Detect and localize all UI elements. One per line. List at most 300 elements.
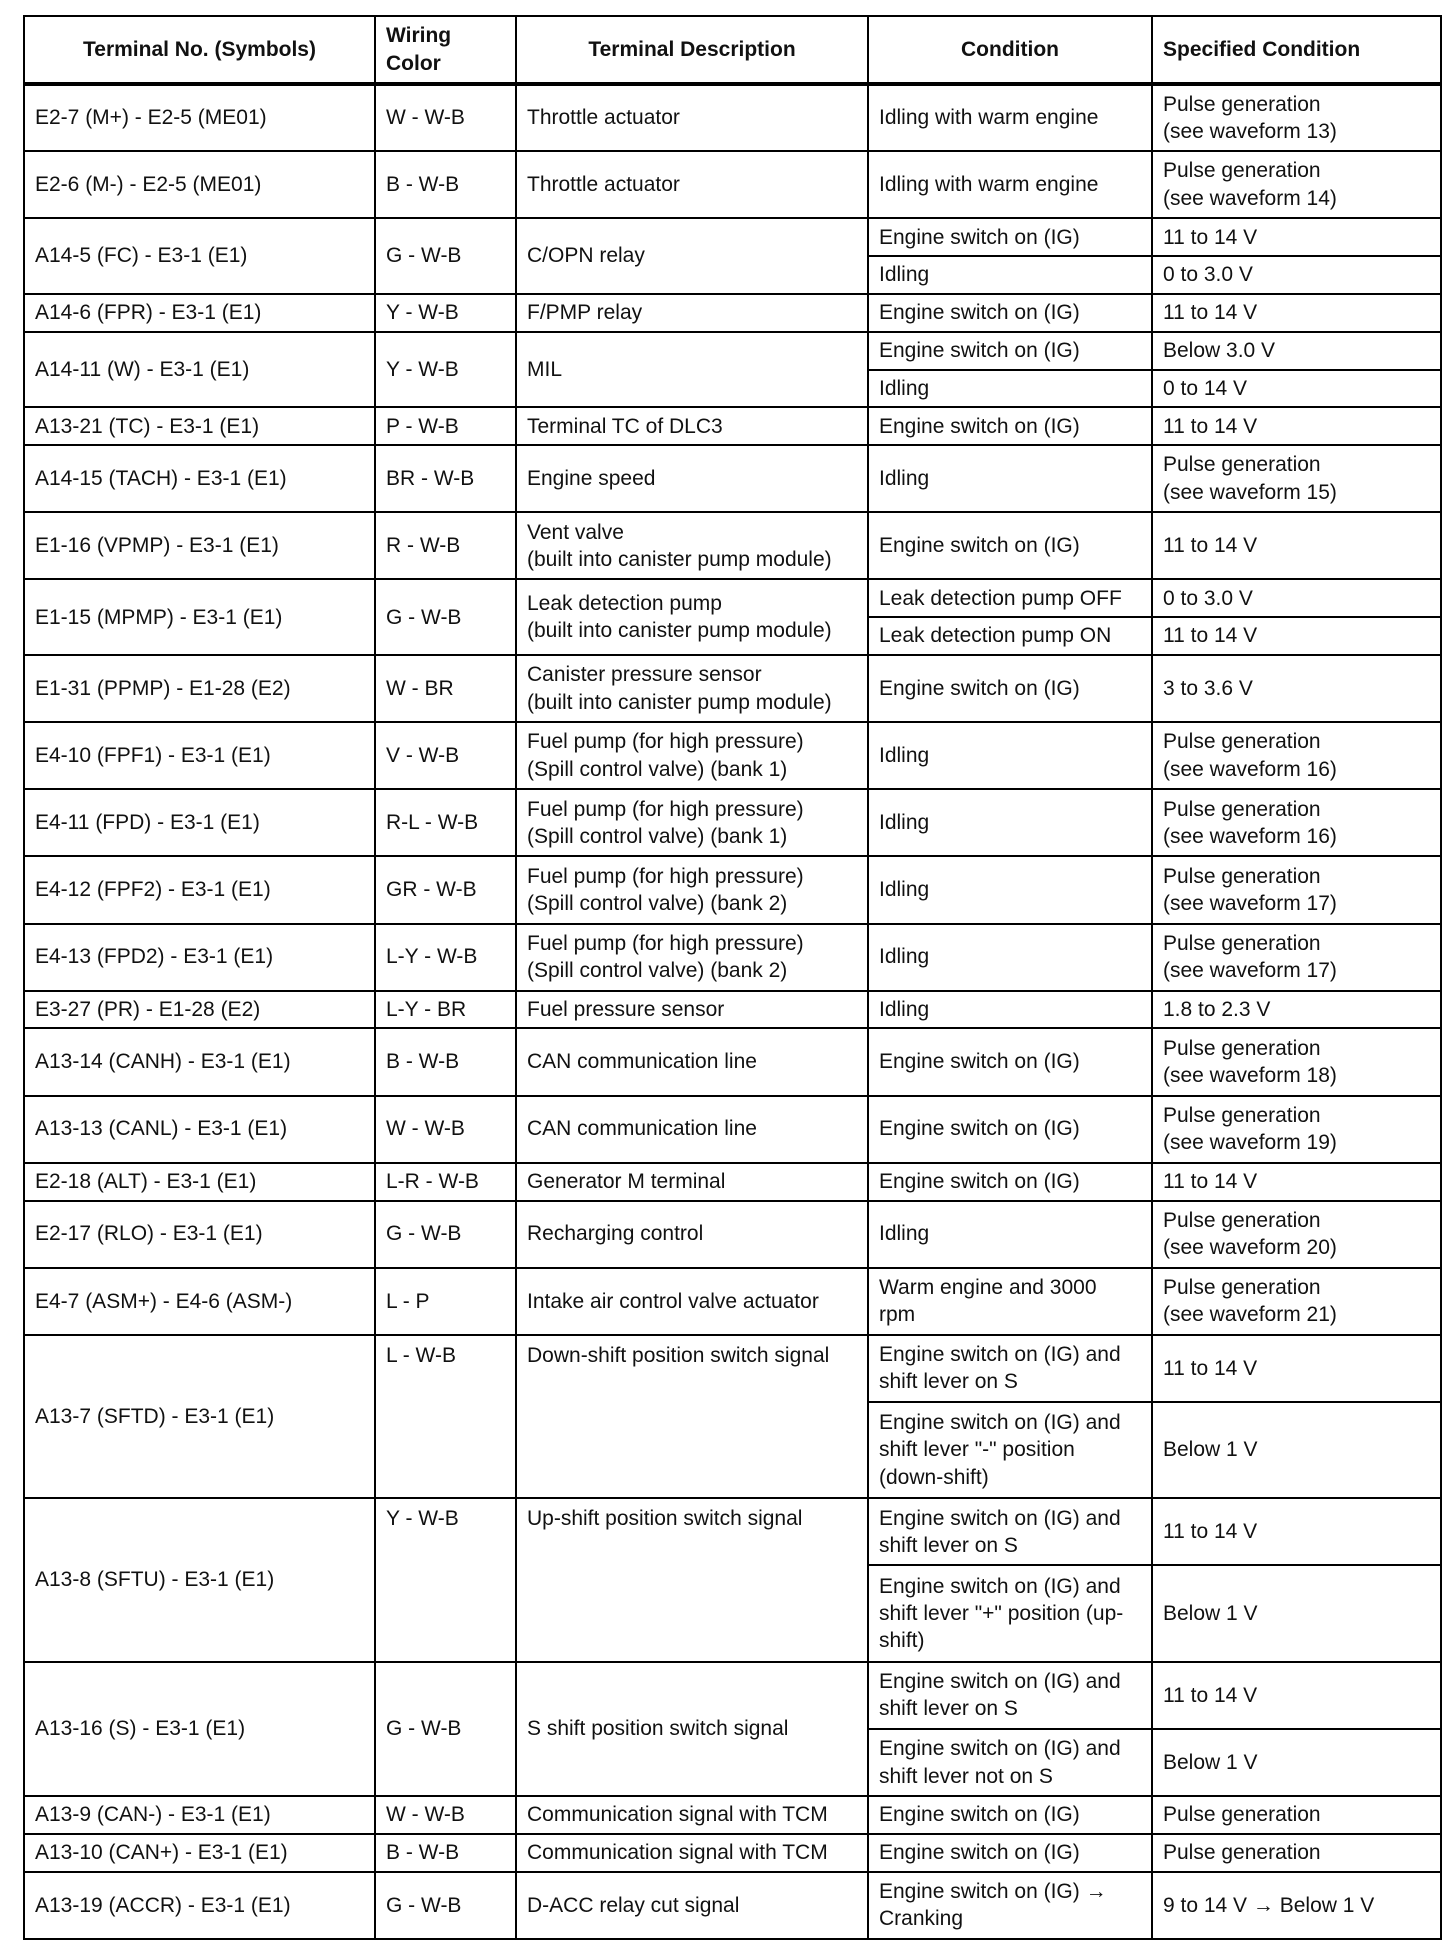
specified-condition-cell-text: 11 to 14 V [1163,1520,1258,1544]
specified-condition-cell-text: Below 1 V [1163,1438,1258,1462]
wiring-color-cell-text: L - W-B [386,1343,457,1367]
wiring-color-cell [375,1335,516,1499]
header-row [24,16,1441,84]
wiring-color-cell [375,1201,516,1268]
specified-condition-cell [1152,1729,1441,1796]
condition-cell-text: Engine switch on (IG) [879,1169,1080,1193]
condition-cell-text: Idling with warm engine [879,106,1099,130]
wiring-color-cell [375,1096,516,1163]
description-cell-text: Communication signal with TCM [527,1841,828,1865]
terminal-cell [24,1268,375,1335]
wiring-color-cell-text: G - W-B [386,244,462,268]
description-cell [516,655,868,722]
terminal-cell-text: A14-11 (W) - E3-1 (E1) [35,357,250,381]
terminal-cell [24,1498,375,1662]
specified-condition-cell-text: Pulse generation [1163,1803,1321,1827]
terminal-cell-text: A13-7 (SFTD) - E3-1 (E1) [35,1404,275,1428]
description-cell-text: F/PMP relay [527,301,643,325]
specified-condition-cell [1152,617,1441,655]
specified-condition-cell-text: Pulse generation (see waveform 13) [1163,92,1337,144]
header-terminal: Terminal No. (Symbols) [24,16,375,84]
terminal-cell-text: E1-31 (PPMP) - E1-28 (E2) [35,676,291,700]
wiring-color-cell-text: B - W-B [386,1050,460,1074]
wiring-color-cell [375,722,516,789]
terminal-cell [24,722,375,789]
condition-cell-text: Engine switch on (IG) and shift lever "+" position (up- shift) [879,1574,1124,1653]
specified-condition-cell [1152,991,1441,1029]
condition-cell [868,1498,1152,1565]
table-row [24,218,1441,256]
description-cell [516,512,868,579]
condition-cell-text: Idling with warm engine [879,173,1099,197]
table-row [24,1201,1441,1268]
condition-cell-text: Idling [879,811,930,835]
condition-cell-text: Engine switch on (IG) and shift lever not on S [879,1737,1121,1788]
specified-condition-cell [1152,294,1441,332]
wiring-color-cell-text: V - W-B [386,744,460,768]
wiring-color-cell [375,1498,516,1662]
terminal-cell-text: A13-13 (CANL) - E3-1 (E1) [35,1117,288,1141]
condition-cell [868,1268,1152,1335]
wiring-color-cell [375,151,516,218]
terminal-cell [24,1163,375,1201]
specified-condition-cell [1152,1872,1441,1939]
table-row [24,722,1441,789]
condition-cell-text: Engine switch on (IG) [879,414,1080,438]
description-cell-text: Vent valve (built into canister pump module) [527,520,832,571]
description-cell [516,218,868,294]
terminal-cell [24,1834,375,1872]
specified-condition-cell [1152,1402,1441,1498]
specified-condition-cell-text: 0 to 3.0 V [1163,586,1253,610]
description-cell [516,1872,868,1939]
wiring-color-cell-text: BR - W-B [386,467,475,491]
wiring-color-cell-text: L-Y - BR [386,997,467,1021]
description-cell [516,445,868,512]
spec-table-container [23,15,1440,1940]
condition-cell-text: Engine switch on (IG) [879,1050,1080,1074]
description-cell-text: Fuel pump (for high pressure) (Spill control valve) (bank 2) [527,864,804,915]
wiring-color-cell [375,1872,516,1939]
terminal-cell [24,218,375,294]
terminal-cell [24,579,375,655]
condition-cell-text: Engine switch on (IG) [879,1841,1080,1865]
wiring-color-cell-text: L-R - W-B [386,1169,479,1193]
table-row [24,294,1441,332]
terminal-cell [24,1662,375,1796]
terminal-cell-text: A13-19 (ACCR) - E3-1 (E1) [35,1893,291,1917]
specified-condition-cell-text: Pulse generation (see waveform 16) [1163,797,1337,848]
condition-cell [868,1834,1152,1872]
terminal-cell [24,1028,375,1095]
condition-cell-text: Leak detection pump ON [879,624,1112,648]
terminal-cell [24,407,375,445]
table-row [24,856,1441,923]
specified-condition-cell-text: 11 to 14 V [1163,1683,1258,1707]
description-cell-text: Terminal TC of DLC3 [527,414,723,438]
description-cell-text: Up-shift position switch signal [527,1507,803,1531]
terminal-cell-text: E3-27 (PR) - E1-28 (E2) [35,997,261,1021]
condition-cell [868,1028,1152,1095]
specified-condition-cell-text: Pulse generation (see waveform 19) [1163,1103,1337,1155]
specified-condition-cell [1152,1163,1441,1201]
condition-cell [868,1662,1152,1729]
specified-condition-cell-text: Pulse generation [1163,1841,1321,1865]
terminal-cell-text: A13-16 (S) - E3-1 (E1) [35,1717,246,1741]
table-row [24,991,1441,1029]
terminal-cell-text: A13-21 (TC) - E3-1 (E1) [35,414,260,438]
description-cell-text: Throttle actuator [527,106,680,130]
specified-condition-cell [1152,1268,1441,1335]
condition-cell [868,1201,1152,1268]
wiring-color-cell-text: B - W-B [386,1841,460,1865]
specified-condition-cell [1152,84,1441,151]
wiring-color-cell [375,1834,516,1872]
table-row [24,1834,1441,1872]
specified-condition-cell [1152,924,1441,991]
condition-cell-text: Idling [879,376,930,400]
condition-cell [868,1729,1152,1796]
wiring-color-cell [375,789,516,856]
specified-condition-cell [1152,332,1441,370]
description-cell [516,856,868,923]
description-cell-text: Intake air control valve actuator [527,1289,819,1313]
table-row [24,407,1441,445]
condition-cell [868,256,1152,294]
specified-condition-cell-text: Pulse generation (see waveform 20) [1163,1208,1337,1260]
wiring-color-cell-text: P - W-B [386,414,459,438]
specified-condition-cell-text: 9 to 14 V → Below 1 V [1163,1893,1375,1917]
specified-condition-cell [1152,218,1441,256]
wiring-color-cell-text: R-L - W-B [386,811,479,835]
description-cell-text: Throttle actuator [527,173,680,197]
specified-condition-cell-text: 11 to 14 V [1163,301,1258,325]
wiring-color-cell [375,512,516,579]
condition-cell [868,445,1152,512]
description-cell-text: Canister pressure sensor (built into canister pump module) [527,663,832,714]
condition-cell [868,1796,1152,1834]
wiring-color-cell [375,991,516,1029]
specified-condition-cell [1152,1096,1441,1163]
wiring-color-cell-text: W - W-B [386,106,465,130]
terminal-cell [24,512,375,579]
specified-condition-cell [1152,1834,1441,1872]
specified-condition-cell [1152,789,1441,856]
description-cell [516,1028,868,1095]
condition-cell-text: Idling [879,945,930,969]
table-row [24,1163,1441,1201]
description-cell-text: Fuel pump (for high pressure) (Spill control valve) (bank 1) [527,797,804,848]
terminal-cell-text: E4-10 (FPF1) - E3-1 (E1) [35,744,271,768]
terminal-cell-text: A13-10 (CAN+) - E3-1 (E1) [35,1841,288,1865]
description-cell-text: Communication signal with TCM [527,1803,828,1827]
header-description: Terminal Description [516,16,868,84]
wiring-color-cell-text: G - W-B [386,605,462,629]
table-row [24,789,1441,856]
condition-cell [868,991,1152,1029]
condition-cell-text: Idling [879,1222,930,1246]
table-row [24,655,1441,722]
wiring-color-cell [375,1268,516,1335]
header-wiring-color: Wiring Color [375,16,516,84]
description-cell-text: Down-shift position switch signal [527,1343,830,1367]
description-cell-text: Fuel pump (for high pressure) (Spill control valve) (bank 2) [527,931,804,983]
description-cell [516,407,868,445]
terminal-cell [24,1796,375,1834]
description-cell [516,789,868,856]
condition-cell-text: Engine switch on (IG) and shift lever on S [879,1670,1121,1721]
wiring-color-cell-text: L - P [386,1289,430,1313]
specified-condition-cell-text: 11 to 14 V [1163,414,1258,438]
condition-cell [868,856,1152,923]
wiring-color-cell-text: W - W-B [386,1117,465,1141]
table-row [24,1268,1441,1335]
condition-cell-text: Idling [879,744,930,768]
specified-condition-cell-text: Below 1 V [1163,1601,1258,1625]
terminal-cell [24,789,375,856]
specified-condition-cell [1152,1201,1441,1268]
condition-cell [868,617,1152,655]
terminal-cell [24,856,375,923]
description-cell-text: Generator M terminal [527,1169,726,1193]
terminal-cell [24,1872,375,1939]
wiring-color-cell-text: G - W-B [386,1893,462,1917]
wiring-color-cell [375,407,516,445]
table-row [24,512,1441,579]
table-row [24,1335,1441,1402]
description-cell [516,1662,868,1796]
condition-cell [868,655,1152,722]
specified-condition-cell-text: Below 1 V [1163,1750,1258,1774]
terminal-cell-text: E4-13 (FPD2) - E3-1 (E1) [35,945,274,969]
wiring-color-cell-text: Y - W-B [386,1507,459,1531]
specified-condition-cell [1152,370,1441,408]
specified-condition-cell [1152,1662,1441,1729]
description-cell-text: S shift position switch signal [527,1717,789,1741]
terminal-cell-text: E1-16 (VPMP) - E3-1 (E1) [35,534,279,558]
specified-condition-cell-text: 11 to 14 V [1163,225,1258,249]
terminal-cell [24,655,375,722]
description-cell [516,1796,868,1834]
specified-condition-cell [1152,256,1441,294]
condition-cell-text: Engine switch on (IG) and shift lever on S [879,1506,1121,1557]
terminal-cell-text: A14-15 (TACH) - E3-1 (E1) [35,467,287,491]
description-cell [516,294,868,332]
specified-condition-cell-text: Pulse generation (see waveform 15) [1163,453,1337,504]
specified-condition-cell [1152,1028,1441,1095]
terminal-cell-text: E4-11 (FPD) - E3-1 (E1) [35,811,260,835]
terminal-cell [24,924,375,991]
condition-cell [868,407,1152,445]
description-cell-text: MIL [527,357,563,381]
wiring-color-cell [375,924,516,991]
condition-cell [868,1872,1152,1939]
wiring-color-cell-text: GR - W-B [386,878,477,902]
condition-cell-text: Leak detection pump OFF [879,586,1122,610]
wiring-color-cell [375,579,516,655]
wiring-color-cell [375,1796,516,1834]
description-cell-text: CAN communication line [527,1117,757,1141]
wiring-color-cell [375,84,516,151]
description-cell [516,1163,868,1201]
condition-cell-text: Idling [879,878,930,902]
description-cell-text: D-ACC relay cut signal [527,1893,740,1917]
condition-cell [868,151,1152,218]
specified-condition-cell [1152,1335,1441,1402]
terminal-cell [24,84,375,151]
specified-condition-cell [1152,1565,1441,1661]
header-condition: Condition [868,16,1152,84]
wiring-color-cell-text: Y - W-B [386,357,459,381]
wiring-color-cell-text: L-Y - W-B [386,945,478,969]
wiring-color-cell-text: Y - W-B [386,301,459,325]
description-cell [516,1335,868,1499]
specified-condition-cell [1152,722,1441,789]
table-row [24,151,1441,218]
wiring-color-cell [375,332,516,408]
description-cell [516,1498,868,1662]
condition-cell-text: Engine switch on (IG) [879,1117,1080,1141]
condition-cell-text: Engine switch on (IG) → Cranking [879,1880,1107,1931]
condition-cell-text: Engine switch on (IG) [879,534,1080,558]
specified-condition-cell-text: 11 to 14 V [1163,534,1258,558]
wiring-color-cell [375,218,516,294]
condition-cell-text: Idling [879,263,930,287]
specified-condition-cell-text: 11 to 14 V [1163,1356,1258,1380]
description-cell-text: Fuel pressure sensor [527,997,725,1021]
specified-condition-cell-text: Pulse generation (see waveform 14) [1163,159,1337,210]
specified-condition-cell [1152,151,1441,218]
description-cell [516,991,868,1029]
condition-cell [868,924,1152,991]
description-cell-text: Recharging control [527,1222,704,1246]
specified-condition-cell-text: 1.8 to 2.3 V [1163,997,1271,1021]
specified-condition-cell [1152,512,1441,579]
condition-cell [868,84,1152,151]
description-cell [516,722,868,789]
description-cell [516,924,868,991]
terminal-cell [24,991,375,1029]
condition-cell-text: Engine switch on (IG) [879,225,1080,249]
terminal-cell [24,151,375,218]
wiring-color-cell-text: G - W-B [386,1222,462,1246]
wiring-color-cell-text: B - W-B [386,173,460,197]
condition-cell [868,1163,1152,1201]
specified-condition-cell-text: 11 to 14 V [1163,1169,1258,1193]
wiring-color-cell [375,445,516,512]
table-row [24,332,1441,370]
table-row [24,1498,1441,1565]
condition-cell-text: Engine switch on (IG) and shift lever on S [879,1343,1121,1394]
condition-cell [868,332,1152,370]
condition-cell-text: Idling [879,997,930,1021]
condition-cell-text: Engine switch on (IG) [879,301,1080,325]
table-row [24,445,1441,512]
specified-condition-cell [1152,1498,1441,1565]
condition-cell [868,1335,1152,1402]
table-row [24,1096,1441,1163]
specified-condition-cell-text: 0 to 3.0 V [1163,263,1253,287]
wiring-color-cell [375,655,516,722]
condition-cell [868,512,1152,579]
specified-condition-cell-text: Below 3.0 V [1163,338,1276,362]
specified-condition-cell-text: 0 to 14 V [1163,376,1248,400]
table-row [24,1028,1441,1095]
wiring-color-cell [375,1662,516,1796]
terminal-cell-text: A13-9 (CAN-) - E3-1 (E1) [35,1803,271,1827]
terminal-cell-text: A14-6 (FPR) - E3-1 (E1) [35,301,262,325]
condition-cell [868,1096,1152,1163]
specified-condition-cell-text: Pulse generation (see waveform 21) [1163,1275,1337,1327]
condition-cell [868,1402,1152,1498]
terminal-cell [24,1335,375,1499]
table-row [24,924,1441,991]
terminal-cell-text: E2-7 (M+) - E2-5 (ME01) [35,106,267,130]
condition-cell-text: Engine switch on (IG) and shift lever "-" position (down-shift) [879,1411,1121,1489]
condition-cell-text: Engine switch on (IG) [879,338,1080,362]
description-cell-text: Engine speed [527,467,656,491]
wiring-color-cell-text: G - W-B [386,1717,462,1741]
condition-cell-text: Idling [879,467,930,491]
terminal-cell [24,1096,375,1163]
terminal-cell-text: E2-18 (ALT) - E3-1 (E1) [35,1169,257,1193]
terminal-cell-text: A13-8 (SFTU) - E3-1 (E1) [35,1568,275,1592]
table-row [24,1662,1441,1729]
condition-cell [868,370,1152,408]
terminal-cell [24,445,375,512]
table-row [24,1872,1441,1939]
condition-cell-text: Engine switch on (IG) [879,676,1080,700]
table-body [24,84,1441,1939]
specified-condition-cell [1152,579,1441,617]
terminal-cell-text: E4-12 (FPF2) - E3-1 (E1) [35,878,271,902]
terminal-cell-text: A14-5 (FC) - E3-1 (E1) [35,244,248,268]
table-row [24,1796,1441,1834]
specified-condition-cell [1152,407,1441,445]
specified-condition-cell-text: Pulse generation (see waveform 18) [1163,1036,1337,1087]
wiring-color-cell-text: R - W-B [386,534,461,558]
description-cell [516,332,868,408]
condition-cell [868,722,1152,789]
description-cell-text: Fuel pump (for high pressure) (Spill control valve) (bank 1) [527,730,804,781]
wiring-color-cell [375,1028,516,1095]
condition-cell [868,294,1152,332]
description-cell-text: C/OPN relay [527,244,645,268]
specified-condition-cell-text: Pulse generation (see waveform 17) [1163,864,1337,915]
specified-condition-cell [1152,445,1441,512]
condition-cell [868,1565,1152,1661]
condition-cell-text: Engine switch on (IG) [879,1803,1080,1827]
condition-cell [868,218,1152,256]
description-cell [516,84,868,151]
wiring-color-cell [375,294,516,332]
condition-cell [868,789,1152,856]
wiring-color-cell-text: W - W-B [386,1803,465,1827]
description-cell [516,1201,868,1268]
description-cell-text: Leak detection pump (built into canister pump module) [527,591,832,643]
specified-condition-cell-text: 11 to 14 V [1163,624,1258,648]
specified-condition-cell [1152,856,1441,923]
wiring-color-cell-text: W - BR [386,676,454,700]
table-row [24,579,1441,617]
specified-condition-cell-text: Pulse generation (see waveform 16) [1163,730,1337,781]
condition-cell [868,579,1152,617]
terminal-spec-table [23,15,1442,1940]
description-cell [516,1096,868,1163]
wiring-color-cell [375,1163,516,1201]
table-row [24,84,1441,151]
terminal-cell-text: E2-6 (M-) - E2-5 (ME01) [35,173,262,197]
